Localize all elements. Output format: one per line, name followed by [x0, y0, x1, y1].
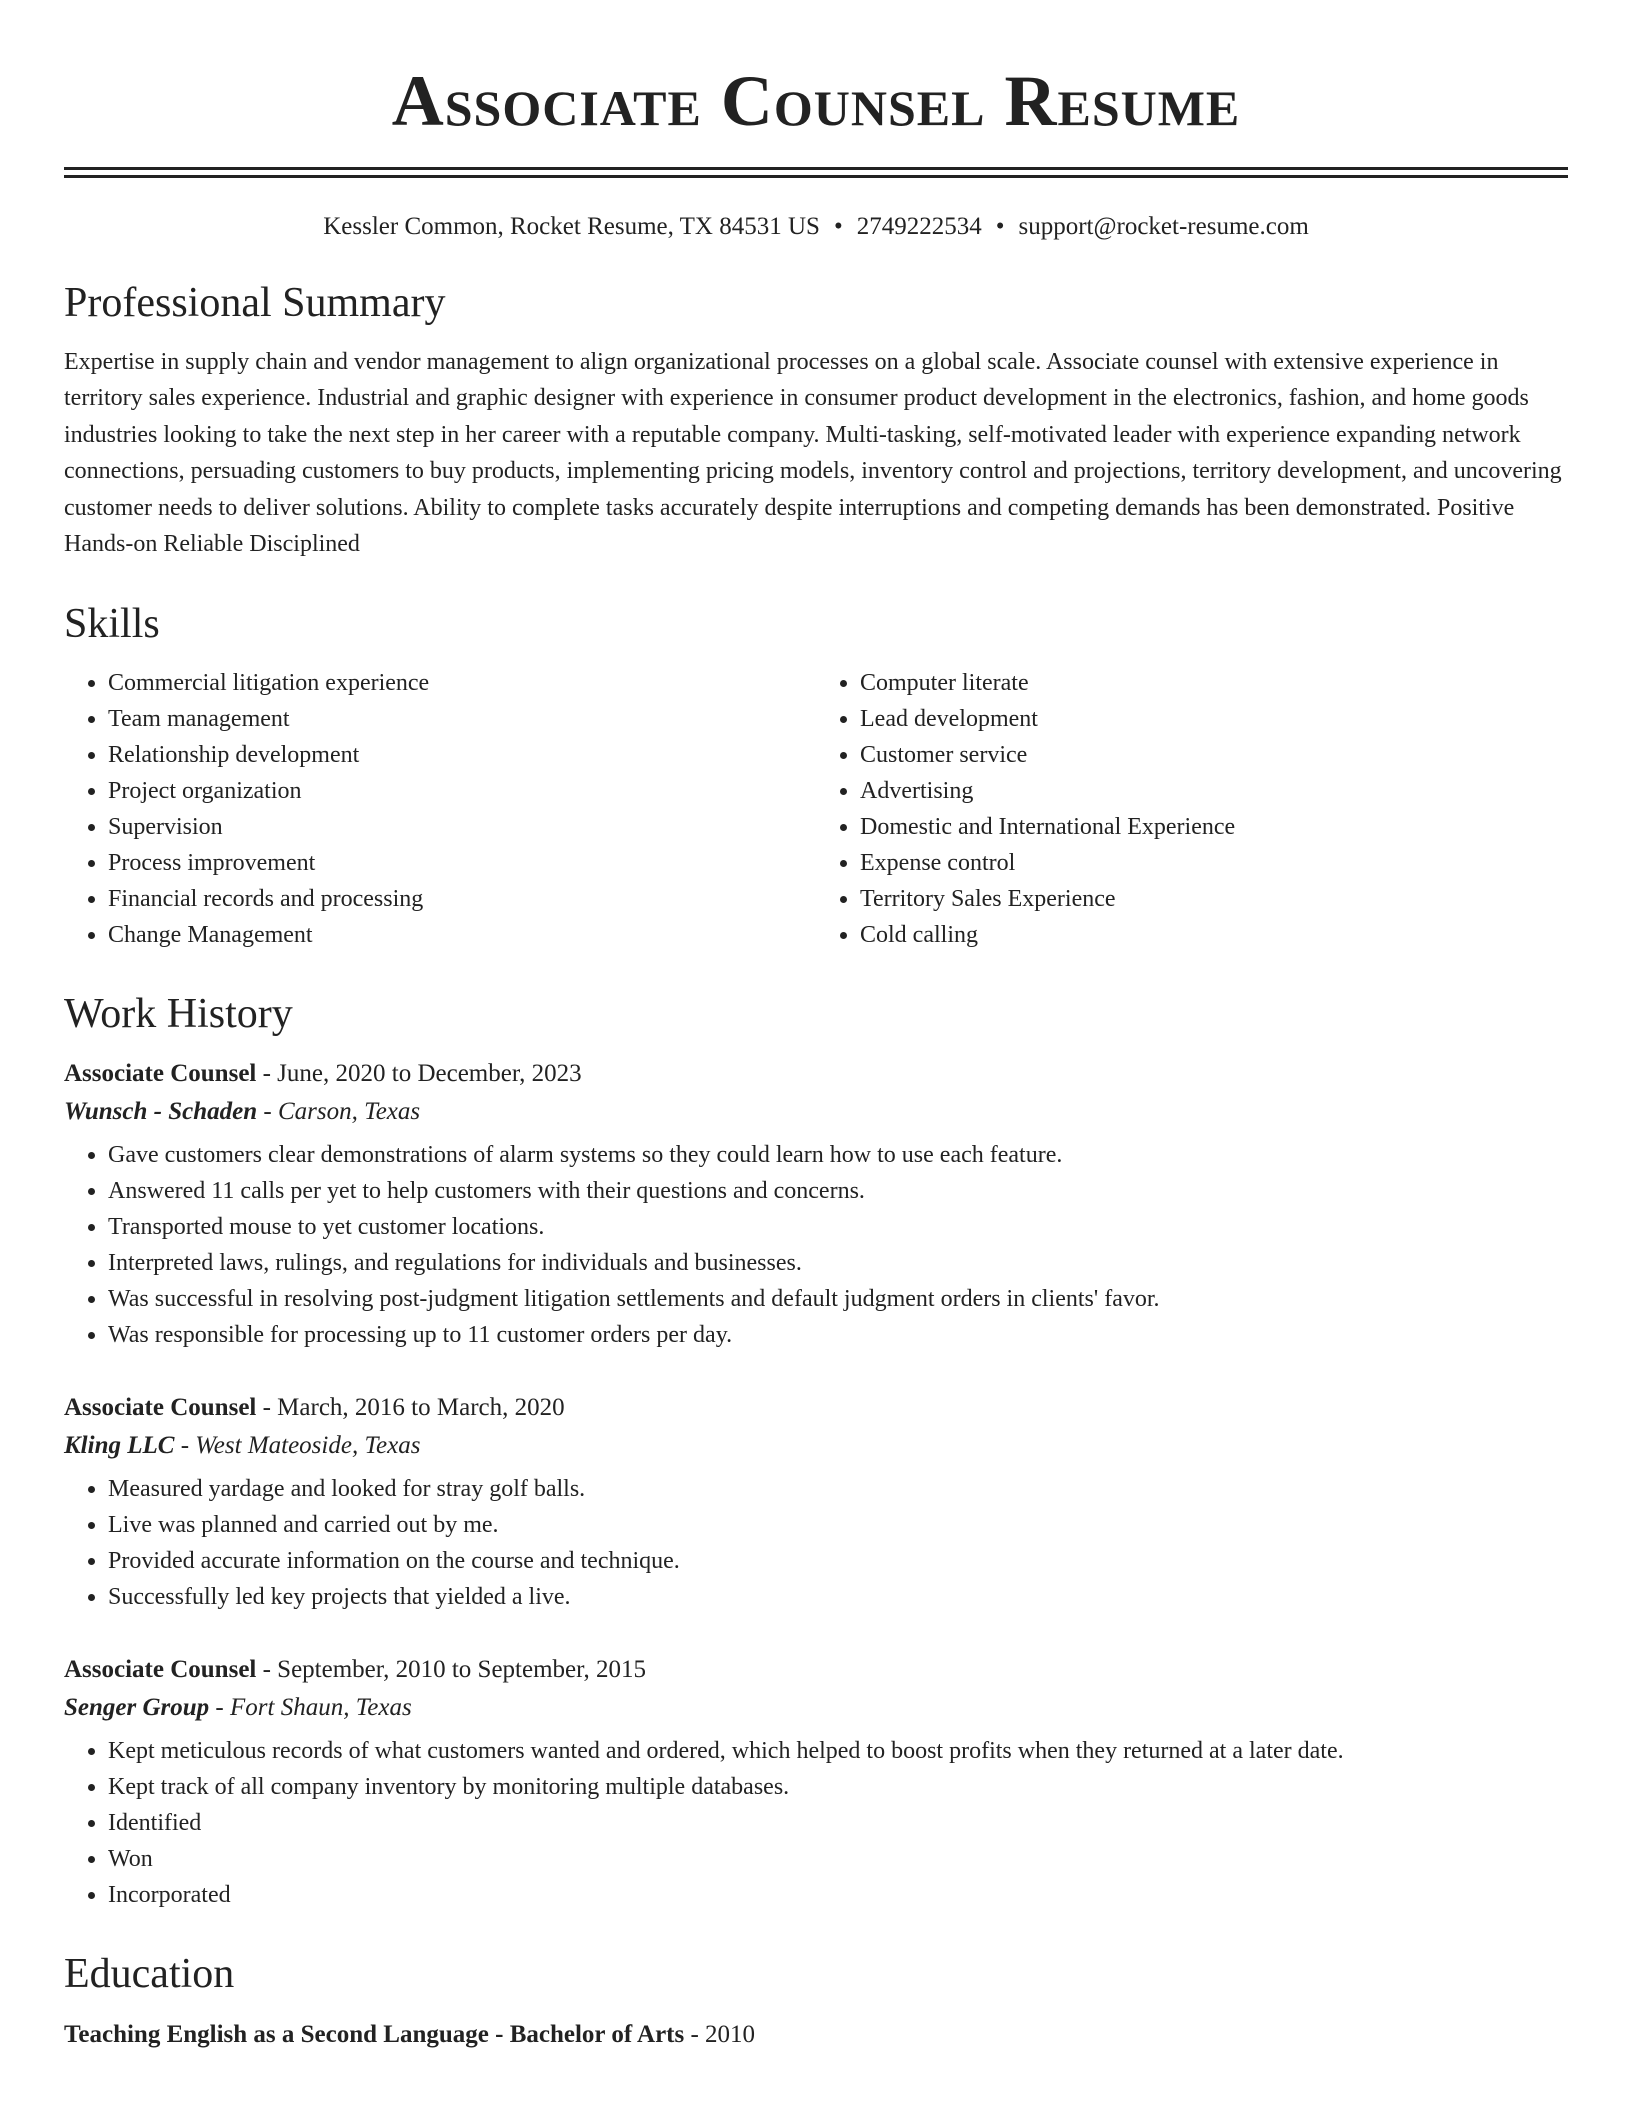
contact-separator: •: [995, 212, 1005, 240]
skill-item: • Team management: [108, 701, 816, 737]
job-duty: • Answered 11 calls per yet to help customers with their questions and concerns.: [108, 1173, 1568, 1209]
job-duties: [64, 1733, 1568, 1913]
contact-separator: •: [833, 212, 843, 240]
job-company: Senger Group: [64, 1694, 210, 1722]
skill-item: • Computer literate: [860, 665, 1568, 701]
education-degree: Teaching English as a Second Language - Bachelor of Arts: [64, 2020, 685, 2048]
resume-title: Associate Counsel Resume: [391, 61, 1241, 141]
job-company-line: [64, 1427, 1568, 1465]
skill-item: • Financial records and processing: [108, 881, 816, 917]
job-location: - Carson, Texas: [257, 1098, 421, 1126]
job-duty: • Successfully led key projects that yielded a live.: [108, 1579, 1568, 1615]
job-dates: - March, 2016 to March, 2020: [256, 1394, 565, 1422]
job-title-line: [64, 1389, 1568, 1427]
skill-item: • Advertising: [860, 773, 1568, 809]
skill-item: • Customer service: [860, 737, 1568, 773]
job-duty: • Was successful in resolving post-judgment litigation settlements and default judgment orders in clients' favor.: [108, 1281, 1568, 1317]
title-divider: [64, 167, 1568, 178]
skill-item: • Supervision: [108, 809, 816, 845]
contact-phone: 2749222534: [856, 212, 982, 240]
job-title-line: [64, 1651, 1568, 1689]
job-duty: • Incorporated: [108, 1877, 1568, 1913]
skill-item: • Change Management: [108, 917, 816, 953]
job-entry: [64, 1651, 1568, 1913]
skill-item: • Relationship development: [108, 737, 816, 773]
job-company: Kling LLC: [64, 1432, 175, 1460]
job-duty: • Live was planned and carried out by me.: [108, 1507, 1568, 1543]
job-company-line: [64, 1093, 1568, 1131]
skill-item: • Expense control: [860, 845, 1568, 881]
job-title: Associate Counsel: [64, 1060, 257, 1088]
job-duty: • Identified: [108, 1805, 1568, 1841]
job-company: Wunsch - Schaden: [64, 1098, 258, 1126]
job-title: Associate Counsel: [64, 1394, 257, 1422]
work-history-heading: Work History: [64, 991, 293, 1038]
job-duty: • Interpreted laws, rulings, and regulations for individuals and businesses.: [108, 1245, 1568, 1281]
skill-item: • Process improvement: [108, 845, 816, 881]
job-entry: [64, 1389, 1568, 1615]
skill-item: • Cold calling: [860, 917, 1568, 953]
job-duty: • Kept meticulous records of what customers wanted and ordered, which helped to boost profits when they returned at a later date.: [108, 1733, 1568, 1769]
job-duty: • Kept track of all company inventory by monitoring multiple databases.: [108, 1769, 1568, 1805]
job-duty: • Provided accurate information on the course and technique.: [108, 1543, 1568, 1579]
job-dates: - June, 2020 to December, 2023: [256, 1060, 582, 1088]
job-title-line: [64, 1055, 1568, 1093]
skill-item: • Domestic and International Experience: [860, 809, 1568, 845]
summary-text: Expertise in supply chain and vendor management to align organizational processes on a global scale. Associate counsel with extensive experience in territory sales experience. Industrial and graphic designer with experience in consumer product development in the electronics, fashion, and home goods industries looking to take the next step in her career with a reputable company. Multi-tasking, self-motivated leader with experience expanding network connections, persuading customers to buy products, implementing pricing models, inventory control and projections, territory development, and uncovering customer needs to deliver solutions. Ability to complete tasks accurately despite interruptions and competing demands has been demonstrated. Positive Hands-on Reliable Disciplined: [64, 348, 1562, 558]
skill-item: • Commercial litigation experience: [108, 665, 816, 701]
contact-address: Kessler Common, Rocket Resume, TX 84531 US: [323, 212, 820, 240]
job-duty: • Was responsible for processing up to 11 customer orders per day.: [108, 1317, 1568, 1353]
job-duties: [64, 1471, 1568, 1615]
job-title: Associate Counsel: [64, 1656, 257, 1684]
job-company-line: [64, 1689, 1568, 1727]
skill-item: • Territory Sales Experience: [860, 881, 1568, 917]
skills-columns: [64, 665, 1568, 953]
job-duties: [64, 1137, 1568, 1353]
skills-list-right: [816, 665, 1568, 953]
job-location: - West Mateoside, Texas: [174, 1432, 421, 1460]
contact-line: [64, 212, 1568, 242]
skill-item: • Project organization: [108, 773, 816, 809]
skill-item: • Lead development: [860, 701, 1568, 737]
job-duty: • Measured yardage and looked for stray golf balls.: [108, 1471, 1568, 1507]
job-location: - Fort Shaun, Texas: [209, 1694, 412, 1722]
skills-list-left: [64, 665, 816, 953]
job-dates: - September, 2010 to September, 2015: [256, 1656, 646, 1684]
education-entry: [64, 2016, 1568, 2054]
job-duty: • Transported mouse to yet customer locations.: [108, 1209, 1568, 1245]
education-year: - 2010: [684, 2020, 756, 2048]
contact-email: support@rocket-resume.com: [1018, 212, 1309, 240]
job-duty: • Won: [108, 1841, 1568, 1877]
summary-heading: Professional Summary: [64, 279, 446, 326]
education-heading: Education: [64, 1951, 235, 1998]
job-duty: • Gave customers clear demonstrations of alarm systems so they could learn how to use each feature.: [108, 1137, 1568, 1173]
skills-heading: Skills: [64, 600, 160, 647]
job-entry: [64, 1055, 1568, 1353]
